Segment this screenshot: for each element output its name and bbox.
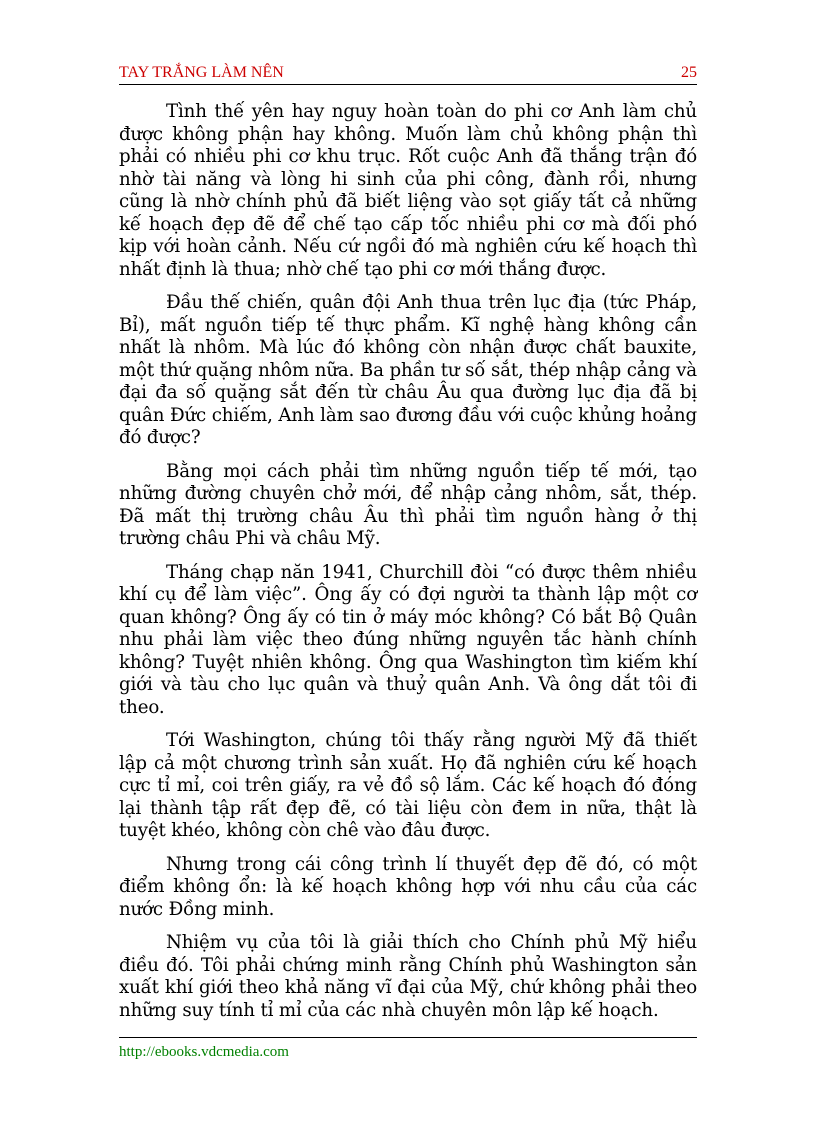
- page-number: 25: [681, 64, 697, 81]
- page-footer: [119, 1037, 697, 1061]
- paragraph: Bằng mọi cách phải tìm những nguồn tiếp tế mới, tạo những đường chuyên chở mới, để nhập cảng nhôm, sắt, thép. Đã mất thị trường châu Âu thì phải tìm nguồn hàng ở thị trường châu Phi và châu Mỹ.: [119, 460, 697, 549]
- footer-link[interactable]: http://ebooks.vdcmedia.com: [119, 1044, 289, 1060]
- paragraph: Tình thế yên hay nguy hoàn toàn do phi cơ Anh làm chủ được không phận hay không. Muốn làm chủ không phận thì phải có nhiều phi cơ khu trục. Rốt cuộc Anh đã thắng trận đó nhờ tài năng và lòng hi sinh của phi công, đành rồi, nhưng cũng là nhờ chính phủ đã biết liệng vào sọt giấy tất cả những kế hoạch đẹp đẽ để chế tạo cấp tốc nhiều phi cơ mà đối phó kịp với hoàn cảnh. Nếu cứ ngồi đó mà nghiên cứu kế hoạch thì nhất định là thua; nhờ chế tạo phi cơ mới thắng được.: [119, 101, 697, 280]
- book-title: TAY TRẮNG LÀM NÊN: [119, 64, 284, 81]
- paragraph: Tháng chạp năn 1941, Churchill đòi “có được thêm nhiều khí cụ để làm việc”. Ông ấy có đợi người ta thành lập một cơ quan không? Ông ấy có tin ở máy móc không? Có bắt Bộ Quân nhu phải làm việc theo đúng những nguyên tắc hành chính không? Tuyệt nhiên không. Ông qua Washington tìm kiếm khí giới và tàu cho lục quân và thuỷ quân Anh. Và ông dắt tôi đi theo.: [119, 561, 697, 718]
- paragraph: Tới Washington, chúng tôi thấy rằng người Mỹ đã thiết lập cả một chương trình sản xuất. Họ đã nghiên cứu kế hoạch cực tỉ mỉ, coi trên giấy, ra vẻ đồ sộ lắm. Các kế hoạch đó đóng lại thành tập rất đẹp đẽ, có tài liệu còn đem in nữa, thật là tuyệt khéo, không còn chê vào đâu được.: [119, 730, 697, 841]
- paragraph: Đầu thế chiến, quân đội Anh thua trên lục địa (tức Pháp, Bỉ), mất nguồn tiếp tế thực phẩm. Kĩ nghệ hàng không cần nhất là nhôm. Mà lúc đó không còn nhận được chất bauxite, một thứ quặng nhôm nữa. Ba phần tư số sắt, thép nhập cảng và đại đa số quặng sắt đến từ châu Âu qua đường lục địa đã bị quân Đức chiếm, Anh làm sao đương đầu với cuộc khủng hoảng đó được?: [119, 292, 697, 448]
- page-header: [119, 62, 697, 85]
- page-body: [119, 101, 697, 1033]
- paragraph: Nhưng trong cái công trình lí thuyết đẹp đẽ đó, có một điểm không ổn: là kế hoạch không hợp với nhu cầu của các nước Đồng minh.: [119, 853, 697, 920]
- paragraph: Nhiệm vụ của tôi là giải thích cho Chính phủ Mỹ hiểu điều đó. Tôi phải chứng minh rằng Chính phủ Washington sản xuất khí giới theo khả năng vĩ đại của Mỹ, chứ không phải theo những suy tính tỉ mỉ của các nhà chuyên môn lập kế hoạch.: [119, 932, 697, 1021]
